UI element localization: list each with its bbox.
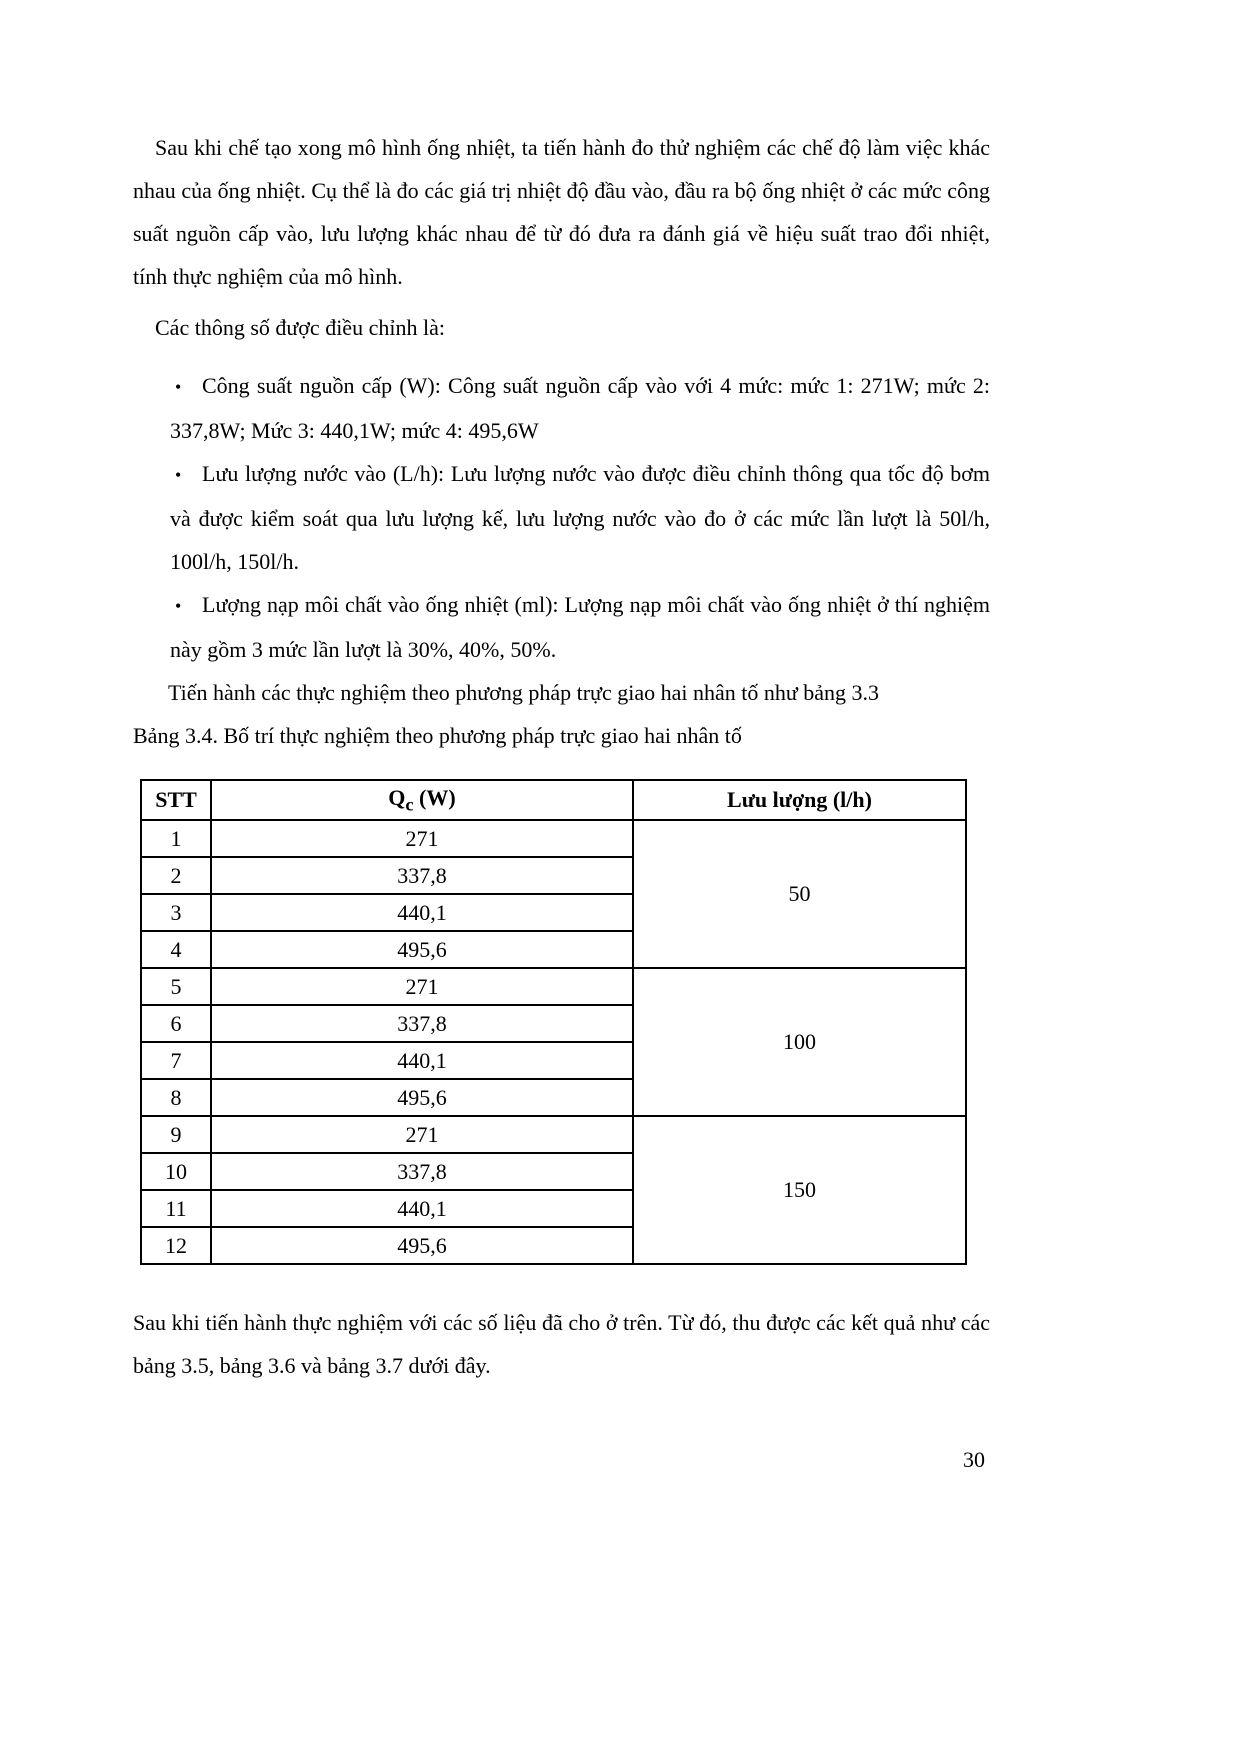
header-stt: STT [141,780,211,820]
cell-qc: 337,8 [211,857,633,894]
header-qc-base: Q [388,784,406,810]
cell-stt: 6 [141,1005,211,1042]
cell-flow-group-100: 100 [633,968,966,1116]
table-header-row [141,780,966,820]
table-row [141,1116,966,1153]
cell-stt: 3 [141,894,211,931]
paragraph-params-intro: Các thông số được điều chỉnh là: [155,315,445,340]
paragraph-intro: Sau khi chế tạo xong mô hình ống nhiệt, ta tiến hành đo thử nghiệm các chế độ làm việc khác nhau của ống nhiệt. Cụ thể là đo các giá trị nhiệt độ đầu vào, đầu ra bộ ống nhiệt ở các mức công suất nguồn cấp vào, lưu lượng khác nhau để từ đó đưa ra đánh giá về hiệu suất trao đổi nhiệt, tính thực nghiệm của mô hình. [133,135,990,289]
bullet-marker: • [175,596,182,616]
page-number: 30 [963,1447,985,1472]
experiment-table [140,779,967,1265]
cell-stt: 8 [141,1079,211,1116]
bullet-item-power [133,364,990,452]
cell-qc: 495,6 [211,1227,633,1264]
header-flow: Lưu lượng (l/h) [633,780,966,820]
cell-stt: 10 [141,1153,211,1190]
bullet-text-flow: Lưu lượng nước vào (L/h): Lưu lượng nước vào được điều chỉnh thông qua tốc độ bơm và được kiểm soát qua lưu lượng kế, lưu lượng nước vào đo ở các mức lần lượt là 50l/h, 100l/h, 150l/h. [170,461,990,574]
cell-stt: 12 [141,1227,211,1264]
paragraph-closing: Sau khi tiến hành thực nghiệm với các số liệu đã cho ở trên. Từ đó, thu được các kết quả như các bảng 3.5, bảng 3.6 và bảng 3.7 dưới đây. [133,1310,990,1378]
bullet-marker: • [175,377,182,397]
paragraph-method: Tiến hành các thực nghiệm theo phương pháp trực giao hai nhân tố như bảng 3.3 [168,680,880,705]
cell-qc: 440,1 [211,894,633,931]
cell-qc: 271 [211,1116,633,1153]
cell-qc: 271 [211,968,633,1005]
bullet-marker: • [175,465,182,485]
cell-flow-group-50: 50 [633,820,966,968]
cell-qc: 271 [211,820,633,857]
header-qc [211,780,633,820]
bullet-item-flow [133,452,990,583]
cell-flow-group-150: 150 [633,1116,966,1264]
header-qc-subscript: c [405,794,414,815]
table-caption: Bảng 3.4. Bố trí thực nghiệm theo phương pháp trực giao hai nhân tố [133,723,742,748]
cell-qc: 495,6 [211,931,633,968]
bullet-list [133,364,990,671]
table-row [141,968,966,1005]
bullet-item-charge [133,583,990,671]
cell-qc: 440,1 [211,1190,633,1227]
header-qc-unit: (W) [413,784,456,810]
cell-stt: 9 [141,1116,211,1153]
cell-qc: 495,6 [211,1079,633,1116]
cell-stt: 7 [141,1042,211,1079]
table-row [141,820,966,857]
cell-stt: 5 [141,968,211,1005]
bullet-text-charge: Lượng nạp môi chất vào ống nhiệt (ml): Lượng nạp môi chất vào ống nhiệt ở thí nghiệm này gồm 3 mức lần lượt là 30%, 40%, 50%. [170,592,990,662]
cell-stt: 11 [141,1190,211,1227]
cell-stt: 2 [141,857,211,894]
cell-qc: 337,8 [211,1153,633,1190]
cell-stt: 4 [141,931,211,968]
cell-qc: 337,8 [211,1005,633,1042]
bullet-text-power: Công suất nguồn cấp (W): Công suất nguồn cấp vào với 4 mức: mức 1: 271W; mức 2: 337,8W; Mức 3: 440,1W; mức 4: 495,6W [170,373,990,443]
cell-qc: 440,1 [211,1042,633,1079]
cell-stt: 1 [141,820,211,857]
